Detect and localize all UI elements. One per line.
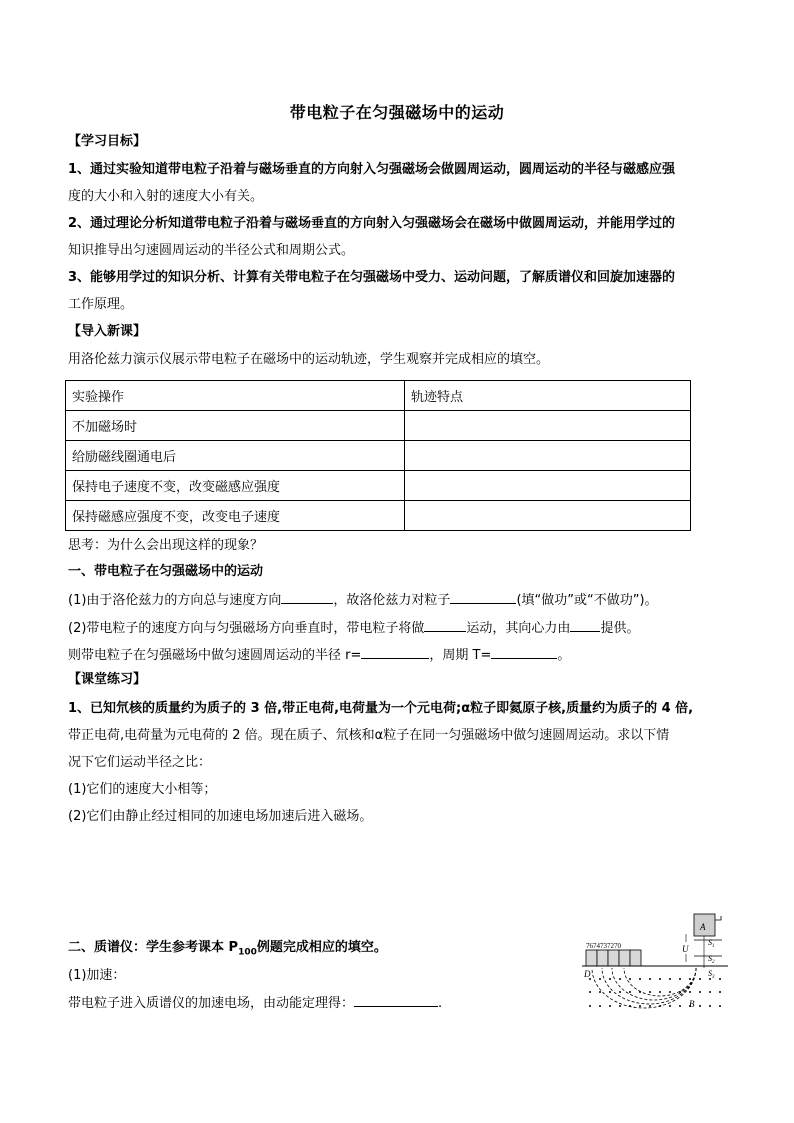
source-connector [715,916,721,920]
s1-l2-text-c: 提供。 [600,621,640,636]
fill-blank[interactable] [450,591,516,604]
practice-1-text-a: 1、已知氘核的质量约为质子的 3 倍,带正电荷,电荷量为一个元电荷;α粒子即氦原子核,质量约为质子的 4 倍, [68,701,694,716]
goal-2-text-a: 2、通过理论分析知道带电粒子沿着与磁场垂直的方向射入匀强磁场会在磁场中做圆周运动，并能用学过的 [68,216,676,231]
table-row [66,501,691,531]
energy-blank[interactable] [354,994,438,1007]
section-2-heading [68,939,387,962]
label-A: A [700,922,706,932]
table-row [66,441,691,471]
label-D: D [584,969,591,979]
fill-blank[interactable] [424,619,466,632]
plate-mass-labels: 7674737270 [586,942,621,950]
goal-3-line-a [68,269,675,287]
table-cell-operation: 保持电子速度不变，改变磁感应强度 [66,471,405,501]
table-cell-trajectory[interactable] [405,501,691,531]
table-header-cell: 实验操作 [66,381,405,411]
goal-2-line-b: 知识推导出匀速圆周运动的半径公式和周期公式。 [68,243,355,258]
table-cell-trajectory[interactable] [405,411,691,441]
table-cell-trajectory[interactable] [405,441,691,471]
label-U: U [682,944,689,954]
mass-spectrometer-diagram [582,912,728,1012]
label-S1-sub: 1 [712,944,715,949]
think-question: 思考：为什么会出现这样的现象？ [68,538,264,553]
section-intro-heading: 【导入新课】 [68,324,147,339]
goal-1-text-a: 1、通过实验知道带电粒子沿着与磁场垂直的方向射入匀强磁场会做圆周运动，圆周运动的半径与磁感应强 [68,162,676,177]
s2-line-text-b: . [438,996,443,1011]
section-practice-heading: 【课堂练习】 [68,672,147,687]
section-2-accelerate: (1)加速： [68,968,126,983]
s1-l3-text-c: 。 [557,648,571,663]
section-1-line-1 [68,591,658,610]
section-1-line-2 [68,619,639,638]
goal-1-line-a [68,161,675,179]
section-2-page-sub: 100 [238,947,257,958]
section-2-text-b: 例题完成相应的填空。 [256,940,387,955]
section-1-line-3 [68,646,570,665]
s2-line-text-a: 带电粒子进入质谱仪的加速电场，由动能定理得： [68,996,355,1011]
label-S3-letter: S [708,969,712,978]
table-row [66,471,691,501]
fill-blank[interactable] [570,619,600,632]
s1-l2-text-a: (2)带电粒子的速度方向与匀强磁场方向垂直时，带电粒子将做 [68,621,425,636]
practice-1-line-b: 带正电荷,电荷量为元电荷的 2 倍。现在质子、氘核和α粒子在同一匀强磁场中做匀速圆周运动。求以下情 [68,728,670,743]
label-S2-letter: S [708,954,712,963]
goal-3-text-a: 3、能够用学过的知识分析、计算有关带电粒子在匀强磁场中受力、运动问题，了解质谱仪和回旋加速器的 [68,270,676,285]
label-B: B [689,999,695,1009]
goal-3-line-b: 工作原理。 [68,297,134,312]
section-2-text-a: 二、质谱仪：学生参考课本 P [68,940,239,955]
table-header-row [66,381,691,411]
table-header-cell: 轨迹特点 [405,381,691,411]
period-blank[interactable] [491,646,557,659]
detector-plates [586,950,641,966]
practice-1-line-c: 况下它们运动半径之比： [68,755,212,770]
table-row [66,411,691,441]
section-1-heading: 一、带电粒子在匀强磁场中的运动 [68,564,264,579]
goal-1-line-b: 度的大小和入射的速度大小有关。 [68,189,264,204]
s1-l3-text-b: ，周期 T= [429,648,492,663]
label-S2-sub: 2 [712,960,715,965]
experiment-table [65,380,691,531]
table-cell-operation: 不加磁场时 [66,411,405,441]
magnetic-field-dots [589,978,721,1007]
section-2-line [68,994,442,1013]
section-goals-heading: 【学习目标】 [68,134,147,149]
page-title: 带电粒子在匀强磁场中的运动 [289,103,505,122]
table-cell-trajectory[interactable] [405,471,691,501]
table-cell-operation: 保持磁感应强度不变，改变电子速度 [66,501,405,531]
label-S3-sub: 3 [712,975,715,980]
s1-l1-text-b: ，故洛伦兹力对粒子 [333,593,451,608]
label-S3 [708,969,715,980]
goal-2-line-a [68,215,675,233]
trajectory-arcs [592,968,696,1008]
practice-1-line-a [68,700,693,718]
practice-1-question-1: (1)它们的速度大小相等； [68,782,217,797]
s1-l1-text-c: (填“做功”或“不做功”)。 [516,593,658,608]
label-S1-letter: S [708,938,712,947]
s1-l3-text-a: 则带电粒子在匀强磁场中做匀速圆周运动的半径 r= [68,648,362,663]
practice-1-question-2: (2)它们由静止经过相同的加速电场加速后进入磁场。 [68,809,373,824]
intro-text: 用洛伦兹力演示仪展示带电粒子在磁场中的运动轨迹，学生观察并完成相应的填空。 [68,352,550,367]
s1-l1-text-a: (1)由于洛伦兹力的方向总与速度方向 [68,593,282,608]
fill-blank[interactable] [281,591,333,604]
table-cell-operation: 给励磁线圈通电后 [66,441,405,471]
s1-l2-text-b: 运动，其向心力由 [466,621,571,636]
radius-blank[interactable] [361,646,429,659]
